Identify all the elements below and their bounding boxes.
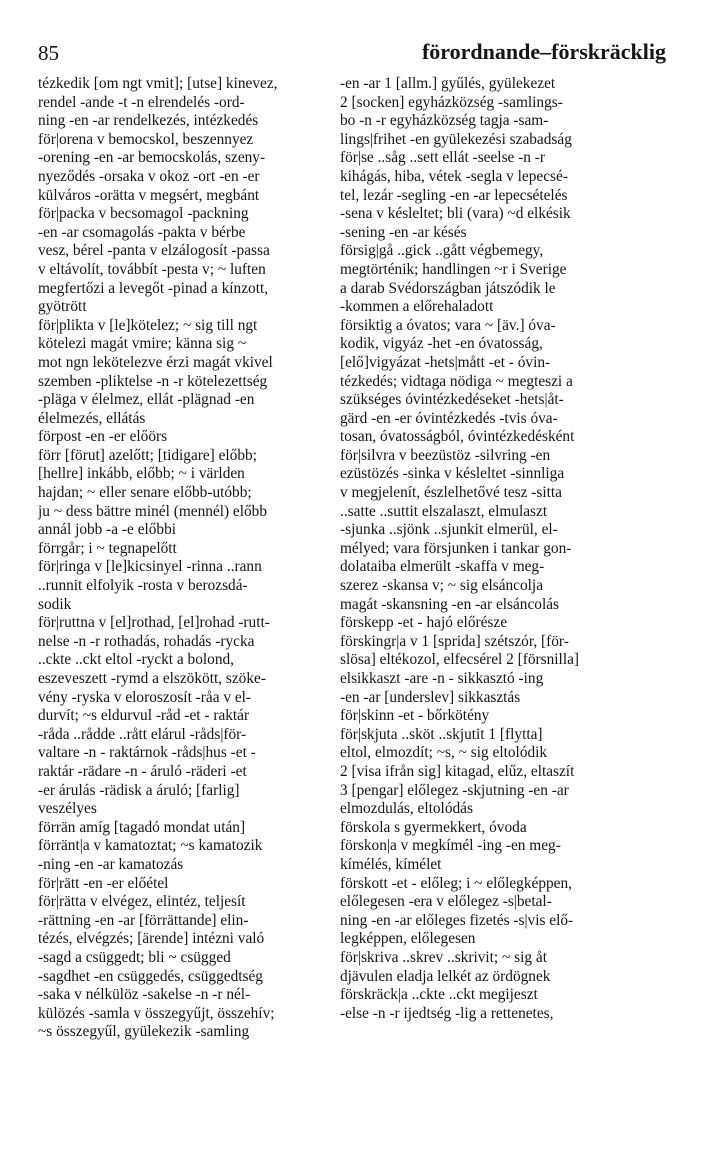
dictionary-line: v megjelenít, észlelhetővé tesz -sitta (340, 484, 562, 502)
dictionary-line: vesz, bérel -panta v elzálogosít -passa (38, 242, 270, 260)
dictionary-line: för|ruttna v [el]rothad, [el]rohad -rutt- (38, 614, 270, 632)
dictionary-line: hajdan; ~ eller senare előbb-utóbb; (38, 484, 252, 502)
dictionary-line: förrgår; i ~ tegnapelőtt (38, 539, 177, 557)
dictionary-line: durvít; ~s eldurvul -råd -et - raktár (38, 707, 250, 725)
dictionary-line: djävulen eladja lelkét az ördögnek (340, 967, 551, 985)
dictionary-line: ..ckte ..ckt eltol -ryckt a bolond, (38, 651, 234, 669)
dictionary-line: -en -ar 1 [allm.] gyűlés, gyülekezet (340, 75, 556, 92)
dictionary-line: förskott -et - előleg; i ~ előlegképpen, (340, 874, 572, 892)
dictionary-line: försiktig a óvatos; vara ~ [äv.] óva- (340, 316, 556, 334)
dictionary-line: v eltávolít, továbbít -pesta v; ~ luften (38, 260, 266, 278)
dictionary-line: raktár -rädare -n - áruló -räderi -et (38, 762, 247, 780)
dictionary-line: magát -skansning -en -ar elsáncolás (340, 595, 559, 613)
dictionary-line: -sjunka ..sjönk ..sjunkit elmerül, el- (340, 521, 558, 539)
dictionary-line: 2 [socken] egyházközség -samlings- (340, 93, 563, 111)
dictionary-line: ezüstözés -sinka v késleltet -sinnliga (340, 465, 565, 483)
dictionary-line: försig|gå ..gick ..gått végbemegy, (340, 242, 544, 260)
dictionary-line: för|skinn -et - bőrkötény (340, 707, 490, 725)
dictionary-line: för|silvra v beezüstöz -silvring -en (340, 446, 551, 464)
dictionary-line: mélyed; vara försjunken i tankar gon- (340, 539, 572, 557)
dictionary-line: annál jobb -a -e előbbi (38, 521, 177, 539)
dictionary-line: ning -en -ar előleges fizetés -s|vis elő- (340, 911, 574, 929)
dictionary-line: legképpen, előlegesen (340, 930, 476, 948)
dictionary-line: eltol, elmozdít; ~s, ~ sig eltolódik (340, 744, 548, 762)
dictionary-line: bo -n -r egyházközség tagja -sam- (340, 112, 549, 130)
right-column (340, 75, 668, 1023)
dictionary-line: -pläga v élelmez, ellát -plägnad -en (38, 391, 255, 409)
dictionary-line: valtare -n - raktárnok -råds|hus -et - (38, 744, 256, 762)
dictionary-line: slösa] eltékozol, elfecsérel 2 [försnilla] (340, 651, 580, 669)
dictionary-line: för|ringa v [le]kicsinyel -rinna ..rann (38, 558, 262, 576)
page-number: 85 (38, 41, 59, 65)
dictionary-line: megfertőzi a levegőt -pinad a kínzott, (38, 279, 269, 297)
running-head: förordnande–förskräcklig (421, 39, 666, 64)
dictionary-line: [elő]vigyázat -hets|mått -et - óvin- (340, 353, 551, 371)
dictionary-line: förskola s gyermekkert, óvoda (340, 818, 527, 836)
dictionary-line: -kommen a előrehaladott (340, 298, 494, 316)
dictionary-line: rendel -ande -t -n elrendelés -ord- (38, 93, 245, 111)
dictionary-line: -råda ..rådde ..rått elárul -råds|för- (38, 725, 247, 743)
dictionary-line: -rättning -en -ar [förrättande] elin- (38, 911, 249, 929)
dictionary-line: nelse -n -r rothadás, rohadás -rycka (38, 632, 255, 650)
dictionary-line: för|se ..såg ..sett ellát -seelse -n -r (340, 149, 546, 167)
dictionary-line: tézkedés; vidtaga nödiga ~ megteszi a (340, 372, 573, 390)
dictionary-line: megtörténik; handlingen ~r i Sverige (340, 260, 567, 278)
dictionary-line: mot ngn lekötelezve érzi magát vkivel (38, 353, 273, 371)
dictionary-line: -en -ar [underslev] sikkasztás (340, 688, 521, 706)
dictionary-line: vény -ryska v eloroszosít -råa v el- (38, 688, 252, 706)
dictionary-line: tel, lezár -segling -en -ar lepecsételés (340, 186, 568, 204)
dictionary-line: szükséges óvintézkedéseket -hets|åt- (340, 391, 564, 409)
dictionary-line: lings|frihet -en gyülekezési szabadság (340, 130, 572, 148)
dictionary-line: gärd -en -er óvintézkedés -tvis óva- (340, 409, 558, 427)
dictionary-line: ju ~ dess bättre minél (mennél) előbb (38, 502, 268, 520)
dictionary-line: förr [förut] azelőtt; [tidigare] előbb; (38, 446, 257, 464)
dictionary-line: tosan, óvatosságból, óvintézkedésként (340, 428, 575, 446)
dictionary-line: förskingr|a v 1 [sprida] szétszór, [för- (340, 632, 569, 650)
dictionary-line: -saka v nélkülöz -sakelse -n -r nél- (38, 986, 251, 1004)
dictionary-line: för|packa v becsomagol -packning (38, 205, 249, 223)
dictionary-line: külözés -samla v összegyűjt, összehív; (38, 1004, 275, 1022)
dictionary-line: för|plikta v [le]kötelez; ~ sig till ngt (38, 316, 258, 334)
dictionary-line: veszélyes (38, 800, 97, 818)
dictionary-line: elsikkaszt -are -n - sikkasztó -ing (340, 670, 544, 687)
dictionary-line: kihágás, hiba, vétek -segla v lepecsé- (340, 167, 568, 185)
dictionary-line: för|skriva ..skrev ..skrivit; ~ sig åt (340, 948, 547, 966)
dictionary-line: tézés, elvégzés; [ärende] intézni való (38, 930, 265, 948)
dictionary-line: -sening -en -ar késés (340, 223, 467, 241)
dictionary-line: -sagdhet -en csüggedés, csüggedtség (38, 967, 263, 985)
dictionary-line: a darab Svédországban játszódik le (340, 279, 556, 297)
dictionary-line: szerez -skansa v; ~ sig elsáncolja (340, 577, 544, 595)
dictionary-line: -sagd a csüggedt; bli ~ csügged (38, 948, 231, 966)
dictionary-line: -ning -en -ar kamatozás (38, 855, 184, 873)
dictionary-line: förränt|a v kamatoztat; ~s kamatozik (38, 837, 263, 855)
dictionary-line: szemben -pliktelse -n -r kötelezettség (38, 372, 268, 390)
dictionary-line: élelmezés, ellátás (38, 409, 146, 427)
dictionary-line: ..satte ..suttit elszalaszt, elmulaszt (340, 502, 548, 520)
dictionary-line: gyötrött (38, 298, 87, 316)
dictionary-line: förskepp -et - hajó előrésze (340, 614, 507, 632)
dictionary-line: eszeveszett -rymd a elszökött, szöke- (38, 670, 266, 687)
dictionary-line: för|rätta v elvégez, elintéz, teljesít (38, 893, 246, 911)
dictionary-line: tézkedik [om ngt vmit]; [utse] kinevez, (38, 75, 278, 92)
dictionary-line: dolataiba elmerült -skaffa v meg- (340, 558, 545, 576)
dictionary-line: sodik (38, 595, 72, 613)
dictionary-line: elmozdulás, eltolódás (340, 800, 473, 818)
dictionary-line: előlegesen -era v előlegez -s|betal- (340, 893, 552, 911)
dictionary-line: -en -ar csomagolás -pakta v bérbe (38, 223, 246, 241)
dictionary-line: för|rätt -en -er előétel (38, 874, 169, 892)
dictionary-line: ..runnit elfolyik -rosta v berozsdá- (38, 577, 248, 595)
dictionary-line: förrän amíg [tagadó mondat után] (38, 818, 246, 836)
dictionary-line: -else -n -r ijedtség -lig a rettenetes, (340, 1004, 554, 1022)
dictionary-line: -er árulás -rädisk a áruló; [farlig] (38, 781, 240, 799)
dictionary-line: [hellre] inkább, előbb; ~ i världen (38, 465, 245, 483)
dictionary-line: külváros -orätta v megsért, megbánt (38, 186, 260, 204)
dictionary-line: kímélés, kímélet (340, 855, 442, 873)
dictionary-line: 2 [visa ifrån sig] kitagad, elűz, eltaszít (340, 762, 575, 780)
dictionary-line: förskon|a v megkímél -ing -en meg- (340, 837, 561, 855)
dictionary-line: nyeződés -orsaka v okoz -ort -en -er (38, 167, 260, 185)
dictionary-line: för|skjuta ..sköt ..skjutit 1 [flytta] (340, 725, 543, 743)
dictionary-line: -sena v késleltet; bli (vara) ~d elkésik (340, 205, 571, 223)
dictionary-line: för|orena v bemocskol, beszennyez (38, 130, 254, 148)
dictionary-line: 3 [pengar] előlegez -skjutning -en -ar (340, 781, 569, 799)
dictionary-line: -orening -en -ar bemocskolás, szeny- (38, 149, 266, 167)
dictionary-line: kodik, vigyáz -het -en óvatosság, (340, 335, 543, 353)
left-column (38, 75, 344, 1042)
dictionary-line: förpost -en -er előörs (38, 428, 168, 446)
dictionary-line: ning -en -ar rendelkezés, intézkedés (38, 112, 259, 130)
dictionary-line: kötelezi magát vmire; känna sig ~ (38, 335, 247, 353)
dictionary-line: förskräck|a ..ckte ..ckt megijeszt (340, 986, 538, 1004)
dictionary-line: ~s összegyűl, gyülekezik -samling (38, 1023, 250, 1041)
